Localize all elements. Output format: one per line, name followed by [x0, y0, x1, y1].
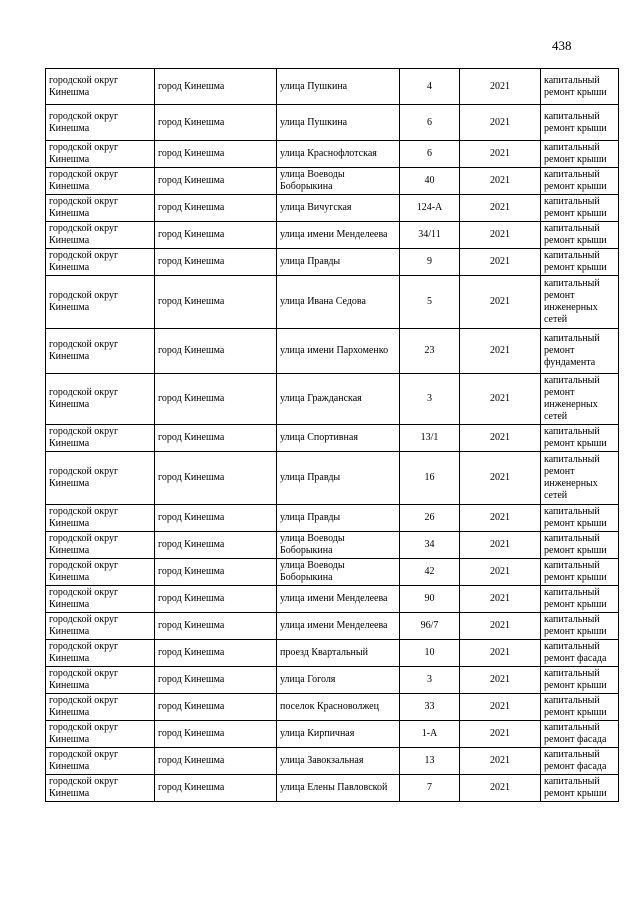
year-cell: 2021	[460, 69, 541, 105]
city-cell: город Кинешма	[155, 141, 277, 168]
table-row	[46, 425, 619, 452]
district-cell: городской округ Кинешма	[46, 640, 155, 667]
street-cell: улица Гражданская	[277, 374, 400, 425]
district-cell: городской округ Кинешма	[46, 141, 155, 168]
city-cell: город Кинешма	[155, 721, 277, 748]
year-cell: 2021	[460, 425, 541, 452]
table-row	[46, 249, 619, 276]
city-cell: город Кинешма	[155, 329, 277, 374]
year-cell: 2021	[460, 775, 541, 802]
city-cell: город Кинешма	[155, 249, 277, 276]
city-cell: город Кинешма	[155, 195, 277, 222]
district-cell: городской округ Кинешма	[46, 452, 155, 505]
city-cell: город Кинешма	[155, 222, 277, 249]
table-row	[46, 168, 619, 195]
work-type-cell: капитальный ремонт крыши	[541, 667, 619, 694]
house-number-cell: 42	[400, 559, 460, 586]
street-cell: улица Воеводы Боборыкина	[277, 559, 400, 586]
street-cell: улица Пушкина	[277, 105, 400, 141]
street-cell: улица Ивана Седова	[277, 276, 400, 329]
city-cell: город Кинешма	[155, 532, 277, 559]
house-number-cell: 10	[400, 640, 460, 667]
district-cell: городской округ Кинешма	[46, 586, 155, 613]
work-type-cell: капитальный ремонт инженерных сетей	[541, 452, 619, 505]
table-row	[46, 775, 619, 802]
table-row	[46, 748, 619, 775]
year-cell: 2021	[460, 249, 541, 276]
city-cell: город Кинешма	[155, 640, 277, 667]
house-number-cell: 13/1	[400, 425, 460, 452]
house-number-cell: 9	[400, 249, 460, 276]
city-cell: город Кинешма	[155, 694, 277, 721]
work-type-cell: капитальный ремонт крыши	[541, 425, 619, 452]
house-number-cell: 34/11	[400, 222, 460, 249]
house-number-cell: 6	[400, 105, 460, 141]
district-cell: городской округ Кинешма	[46, 775, 155, 802]
work-type-cell: капитальный ремонт крыши	[541, 586, 619, 613]
year-cell: 2021	[460, 329, 541, 374]
street-cell: улица Правды	[277, 505, 400, 532]
street-cell: улица Гоголя	[277, 667, 400, 694]
city-cell: город Кинешма	[155, 276, 277, 329]
year-cell: 2021	[460, 452, 541, 505]
table-row	[46, 195, 619, 222]
table-row	[46, 694, 619, 721]
table-body	[46, 69, 619, 802]
street-cell: улица Краснофлотская	[277, 141, 400, 168]
district-cell: городской округ Кинешма	[46, 748, 155, 775]
district-cell: городской округ Кинешма	[46, 425, 155, 452]
district-cell: городской округ Кинешма	[46, 505, 155, 532]
table-row	[46, 505, 619, 532]
district-cell: городской округ Кинешма	[46, 69, 155, 105]
city-cell: город Кинешма	[155, 374, 277, 425]
street-cell: поселок Красноволжец	[277, 694, 400, 721]
table-row	[46, 667, 619, 694]
work-type-cell: капитальный ремонт инженерных сетей	[541, 276, 619, 329]
house-number-cell: 96/7	[400, 613, 460, 640]
house-number-cell: 23	[400, 329, 460, 374]
house-number-cell: 124-А	[400, 195, 460, 222]
year-cell: 2021	[460, 195, 541, 222]
district-cell: городской округ Кинешма	[46, 694, 155, 721]
street-cell: улица Пушкина	[277, 69, 400, 105]
table-row	[46, 276, 619, 329]
table-row	[46, 586, 619, 613]
year-cell: 2021	[460, 168, 541, 195]
work-type-cell: капитальный ремонт крыши	[541, 141, 619, 168]
district-cell: городской округ Кинешма	[46, 276, 155, 329]
street-cell: улица имени Пархоменко	[277, 329, 400, 374]
year-cell: 2021	[460, 532, 541, 559]
work-type-cell: капитальный ремонт крыши	[541, 195, 619, 222]
table-row	[46, 452, 619, 505]
table-row	[46, 640, 619, 667]
district-cell: городской округ Кинешма	[46, 105, 155, 141]
work-type-cell: капитальный ремонт крыши	[541, 613, 619, 640]
street-cell: улица Елены Павловской	[277, 775, 400, 802]
street-cell: улица имени Менделеева	[277, 586, 400, 613]
table-row	[46, 141, 619, 168]
district-cell: городской округ Кинешма	[46, 613, 155, 640]
district-cell: городской округ Кинешма	[46, 374, 155, 425]
district-cell: городской округ Кинешма	[46, 721, 155, 748]
district-cell: городской округ Кинешма	[46, 667, 155, 694]
city-cell: город Кинешма	[155, 667, 277, 694]
street-cell: улица Правды	[277, 249, 400, 276]
work-type-cell: капитальный ремонт фундамента	[541, 329, 619, 374]
house-number-cell: 26	[400, 505, 460, 532]
work-type-cell: капитальный ремонт крыши	[541, 694, 619, 721]
district-cell: городской округ Кинешма	[46, 195, 155, 222]
table-row	[46, 329, 619, 374]
district-cell: городской округ Кинешма	[46, 168, 155, 195]
work-type-cell: капитальный ремонт крыши	[541, 775, 619, 802]
city-cell: город Кинешма	[155, 559, 277, 586]
year-cell: 2021	[460, 721, 541, 748]
street-cell: улица Воеводы Боборыкина	[277, 532, 400, 559]
repair-registry-table	[45, 68, 619, 802]
house-number-cell: 16	[400, 452, 460, 505]
year-cell: 2021	[460, 105, 541, 141]
house-number-cell: 6	[400, 141, 460, 168]
house-number-cell: 7	[400, 775, 460, 802]
year-cell: 2021	[460, 559, 541, 586]
house-number-cell: 4	[400, 69, 460, 105]
year-cell: 2021	[460, 748, 541, 775]
city-cell: город Кинешма	[155, 105, 277, 141]
work-type-cell: капитальный ремонт фасада	[541, 721, 619, 748]
street-cell: проезд Квартальный	[277, 640, 400, 667]
house-number-cell: 40	[400, 168, 460, 195]
district-cell: городской округ Кинешма	[46, 329, 155, 374]
city-cell: город Кинешма	[155, 775, 277, 802]
street-cell: улица имени Менделеева	[277, 613, 400, 640]
work-type-cell: капитальный ремонт крыши	[541, 559, 619, 586]
year-cell: 2021	[460, 613, 541, 640]
table-row	[46, 105, 619, 141]
work-type-cell: капитальный ремонт фасада	[541, 640, 619, 667]
work-type-cell: капитальный ремонт крыши	[541, 532, 619, 559]
city-cell: город Кинешма	[155, 69, 277, 105]
street-cell: улица Воеводы Боборыкина	[277, 168, 400, 195]
city-cell: город Кинешма	[155, 425, 277, 452]
district-cell: городской округ Кинешма	[46, 249, 155, 276]
work-type-cell: капитальный ремонт фасада	[541, 748, 619, 775]
year-cell: 2021	[460, 586, 541, 613]
street-cell: улица Спортивная	[277, 425, 400, 452]
house-number-cell: 90	[400, 586, 460, 613]
table-row	[46, 559, 619, 586]
year-cell: 2021	[460, 640, 541, 667]
year-cell: 2021	[460, 276, 541, 329]
city-cell: город Кинешма	[155, 505, 277, 532]
city-cell: город Кинешма	[155, 168, 277, 195]
house-number-cell: 3	[400, 667, 460, 694]
district-cell: городской округ Кинешма	[46, 559, 155, 586]
work-type-cell: капитальный ремонт крыши	[541, 222, 619, 249]
city-cell: город Кинешма	[155, 452, 277, 505]
table-row	[46, 532, 619, 559]
work-type-cell: капитальный ремонт инженерных сетей	[541, 374, 619, 425]
year-cell: 2021	[460, 141, 541, 168]
street-cell: улица Кирпичная	[277, 721, 400, 748]
table-row	[46, 374, 619, 425]
district-cell: городской округ Кинешма	[46, 532, 155, 559]
table-row	[46, 721, 619, 748]
house-number-cell: 3	[400, 374, 460, 425]
table-row	[46, 613, 619, 640]
year-cell: 2021	[460, 667, 541, 694]
work-type-cell: капитальный ремонт крыши	[541, 168, 619, 195]
year-cell: 2021	[460, 222, 541, 249]
work-type-cell: капитальный ремонт крыши	[541, 505, 619, 532]
district-cell: городской округ Кинешма	[46, 222, 155, 249]
work-type-cell: капитальный ремонт крыши	[541, 105, 619, 141]
city-cell: город Кинешма	[155, 748, 277, 775]
page-number: 438	[552, 38, 572, 53]
house-number-cell: 34	[400, 532, 460, 559]
street-cell: улица Завокзальная	[277, 748, 400, 775]
house-number-cell: 5	[400, 276, 460, 329]
house-number-cell: 33	[400, 694, 460, 721]
city-cell: город Кинешма	[155, 586, 277, 613]
street-cell: улица имени Менделеева	[277, 222, 400, 249]
year-cell: 2021	[460, 694, 541, 721]
street-cell: улица Правды	[277, 452, 400, 505]
house-number-cell: 13	[400, 748, 460, 775]
street-cell: улица Вичугская	[277, 195, 400, 222]
work-type-cell: капитальный ремонт крыши	[541, 69, 619, 105]
table-row	[46, 222, 619, 249]
work-type-cell: капитальный ремонт крыши	[541, 249, 619, 276]
table-row	[46, 69, 619, 105]
year-cell: 2021	[460, 505, 541, 532]
house-number-cell: 1-А	[400, 721, 460, 748]
city-cell: город Кинешма	[155, 613, 277, 640]
year-cell: 2021	[460, 374, 541, 425]
